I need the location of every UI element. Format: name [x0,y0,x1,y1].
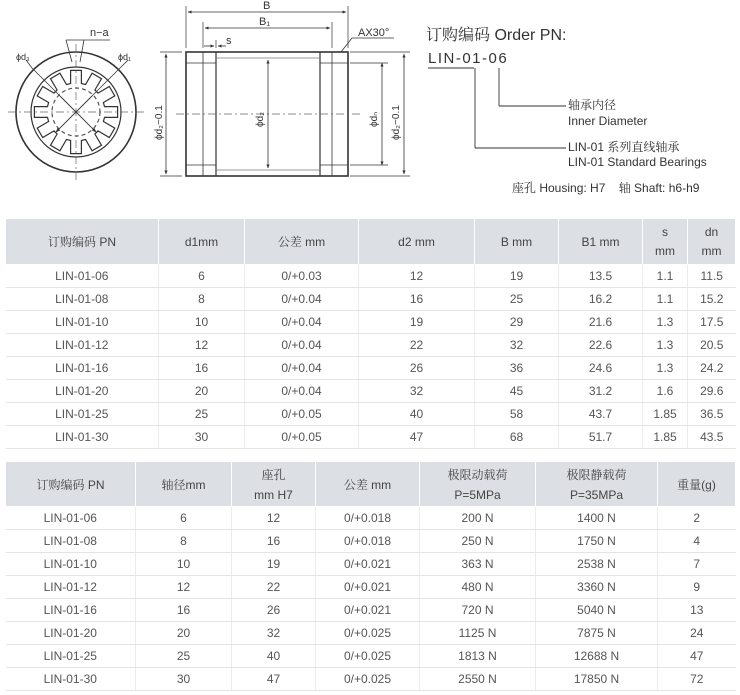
table-cell: 0/+0.05 [245,426,359,449]
table-cell: 1.85 [643,403,688,426]
table-cell: 12 [359,265,475,288]
table-cell: 20 [159,380,245,403]
table-cell: 22 [359,334,475,357]
table-cell: 12688 N [536,645,658,668]
table-cell: 19 [475,265,559,288]
table-cell: 24 [658,622,736,645]
table-cell: 32 [359,380,475,403]
series-en: LIN-01 Standard Bearings [568,155,707,169]
table-row [6,426,736,449]
table-row [6,668,736,691]
table-cell: LIN-01-16 [6,357,159,380]
column-header-label: 极限动载荷 [447,468,508,482]
table-cell: 30 [136,668,232,691]
table-cell: 47 [658,645,736,668]
table-cell: 43.5 [688,426,736,449]
label-d2-center: ϕd₂ [255,111,266,127]
label-d2-tol-left: ϕd₂−0.1 [154,105,165,140]
order-pn-leaders [428,68,566,148]
column-header-sublabel: P=35MPa [569,488,624,502]
table-cell: 26 [359,357,475,380]
table-cell: 1813 N [420,645,536,668]
column-header [159,219,245,265]
table-row [6,265,736,288]
table-cell: 1.6 [643,380,688,403]
table-cell: 1125 N [420,622,536,645]
column-header [6,219,159,265]
table-cell: 12 [136,576,232,599]
table-cell: 0/+0.05 [245,403,359,426]
table-cell: 12 [159,334,245,357]
table-cell: 250 N [420,530,536,553]
table-cell: 19 [232,553,316,576]
table-cell: 16 [232,530,316,553]
table-cell: LIN-01-08 [6,530,136,553]
table-cell: 1400 N [536,507,658,530]
column-header-label: 重量(g) [677,477,716,492]
table-cell: 1.1 [643,288,688,311]
table-cell: 13 [658,599,736,622]
table-cell: 24.6 [559,357,643,380]
table-cell: LIN-01-10 [6,311,159,334]
table-row [6,576,736,599]
table-cell: 25 [136,645,232,668]
column-header [559,219,643,265]
table-cell: LIN-01-16 [6,599,136,622]
column-header-label: 极限静载荷 [566,468,627,482]
table-cell: 0/+0.04 [245,311,359,334]
column-header-label: 订购编码 PN [36,477,105,492]
table-cell: 16 [136,599,232,622]
table-cell: 1750 N [536,530,658,553]
label-d1-left: ϕd₁ [118,52,132,62]
table-cell: 0/+0.04 [245,380,359,403]
table-cell: 7 [658,553,736,576]
table-cell: 200 N [420,507,536,530]
table-cell: 36 [475,357,559,380]
column-header [245,219,359,265]
table-cell: 45 [475,380,559,403]
column-header-label: 座孔 [261,468,286,482]
table-cell: 20 [136,622,232,645]
table-cell: 1.1 [643,265,688,288]
load-rating-table [5,461,736,691]
table-cell: 47 [232,668,316,691]
series-cn: LIN-01 系列直线轴承 [568,140,680,154]
column-header [6,462,136,507]
table-cell: 0/+0.025 [316,622,420,645]
column-header [536,462,658,507]
table-cell: 13.5 [559,265,643,288]
table-cell: 2550 N [420,668,536,691]
table-cell: 6 [136,507,232,530]
table-cell: 2538 N [536,553,658,576]
table-cell: 43.7 [559,403,643,426]
table-cell: 24.2 [688,357,736,380]
table-row [6,311,736,334]
table-row [6,403,736,426]
column-header-label: 公差 mm [277,235,326,249]
table-cell: LIN-01-25 [6,645,136,668]
table-cell: 720 N [420,599,536,622]
column-header-label: s [662,225,668,239]
table-row [6,357,736,380]
table-cell: LIN-01-12 [6,576,136,599]
order-pn-title: 订购编码 Order PN: [426,27,567,44]
inner-diameter-en: Inner Diameter [568,114,648,128]
label-n-a: n−a [90,27,109,39]
table-cell: 68 [475,426,559,449]
table-cell: 26 [232,599,316,622]
table-cell: 0/+0.04 [245,334,359,357]
table-cell: 0/+0.025 [316,645,420,668]
column-header-sublabel: mm [655,244,675,258]
table-row [6,553,736,576]
label-d2-tol-right: ϕd₂−0.1 [391,105,402,140]
table-header-row [6,219,736,265]
column-header-sublabel: mm H7 [254,488,293,502]
table-cell: 16.2 [559,288,643,311]
table-cell: 0/+0.03 [245,265,359,288]
table-cell: 10 [136,553,232,576]
table-cell: 0/+0.018 [316,507,420,530]
table-cell: 15.2 [688,288,736,311]
table-cell: 363 N [420,553,536,576]
table-cell: LIN-01-06 [6,265,159,288]
table-header-row [6,462,736,507]
table-cell: 0/+0.025 [316,668,420,691]
table-cell: 47 [359,426,475,449]
table-cell: 31.2 [559,380,643,403]
table-cell: 58 [475,403,559,426]
table-row [6,622,736,645]
table-cell: 36.5 [688,403,736,426]
column-header-label: B1 mm [581,234,620,249]
label-dn: ϕdₙ [369,111,380,127]
table-row [6,288,736,311]
table-cell: 21.6 [559,311,643,334]
table-cell: 19 [359,311,475,334]
table-cell: 12 [232,507,316,530]
table-cell: 72 [658,668,736,691]
table-cell: 4 [658,530,736,553]
table-cell: 16 [159,357,245,380]
table-cell: 3360 N [536,576,658,599]
column-header-sublabel: P=5MPa [454,488,501,502]
table-cell: 17.5 [688,311,736,334]
table-cell: 22 [232,576,316,599]
column-header [688,219,736,265]
column-header [316,462,420,507]
column-header-sublabel: mm [701,244,722,258]
column-header [359,219,475,265]
table-cell: 0/+0.04 [245,288,359,311]
column-header-label: 轴径mm [161,477,206,492]
table-row [6,507,736,530]
table-cell: 20.5 [688,334,736,357]
table-cell: 8 [159,288,245,311]
table-cell: 2 [658,507,736,530]
table-row [6,530,736,553]
table-cell: 10 [159,311,245,334]
table-cell: LIN-01-10 [6,553,136,576]
table-cell: 30 [159,426,245,449]
column-header-label: B mm [500,234,533,249]
table-cell: 25 [159,403,245,426]
table-cell: 32 [475,334,559,357]
dimensions-table [5,218,736,449]
table-cell: 1.85 [643,426,688,449]
table-cell: 5040 N [536,599,658,622]
table-cell: 17850 N [536,668,658,691]
table-cell: 32 [232,622,316,645]
table-cell: 1.3 [643,334,688,357]
column-header [658,462,736,507]
table-cell: LIN-01-20 [6,622,136,645]
table-cell: LIN-01-30 [6,668,136,691]
column-header [420,462,536,507]
table-cell: LIN-01-20 [6,380,159,403]
table-cell: 29 [475,311,559,334]
table-cell: 8 [136,530,232,553]
table-cell: 22.6 [559,334,643,357]
table-cell: 11.5 [688,265,736,288]
table-cell: 0/+0.04 [245,357,359,380]
table-cell: 0/+0.021 [316,599,420,622]
fit-housing-shaft: 座孔 Housing: H7 轴 Shaft: h6-h9 [512,181,700,195]
table-cell: LIN-01-30 [6,426,159,449]
table-row [6,380,736,403]
table-cell: 16 [359,288,475,311]
column-header [232,462,316,507]
label-s: s [226,35,232,47]
table-cell: 6 [159,265,245,288]
label-d3: ϕd₃ [16,52,30,62]
table-cell: 51.7 [559,426,643,449]
order-pn-code: LIN-01-06 [428,50,509,67]
table-cell: 29.6 [688,380,736,403]
inner-diameter-cn: 轴承内径 [568,98,617,112]
table-cell: LIN-01-06 [6,507,136,530]
column-header [475,219,559,265]
table-cell: LIN-01-25 [6,403,159,426]
column-header-label: 订购编码 PN [47,235,116,249]
label-b1: B₁ [259,16,271,28]
column-header-label: dn [704,225,719,239]
column-header [136,462,232,507]
label-chamfer: AX30° [358,27,390,39]
label-b: B [263,0,271,12]
table-cell: 0/+0.021 [316,553,420,576]
table-row [6,645,736,668]
technical-drawing [0,0,740,212]
table-cell: 1.3 [643,311,688,334]
table-cell: 7875 N [536,622,658,645]
column-header [643,219,688,265]
table-cell: 40 [232,645,316,668]
table-cell: 0/+0.018 [316,530,420,553]
column-header-label: 公差 mm [343,477,392,492]
table-cell: LIN-01-08 [6,288,159,311]
table-row [6,334,736,357]
column-header-label: d1mm [184,234,219,249]
table-cell: 25 [475,288,559,311]
column-header-label: d2 mm [398,234,435,249]
table-cell: 9 [658,576,736,599]
table-cell: 40 [359,403,475,426]
table-cell: 480 N [420,576,536,599]
table-row [6,599,736,622]
table-cell: LIN-01-12 [6,334,159,357]
table-cell: 0/+0.021 [316,576,420,599]
table-cell: 1.3 [643,357,688,380]
